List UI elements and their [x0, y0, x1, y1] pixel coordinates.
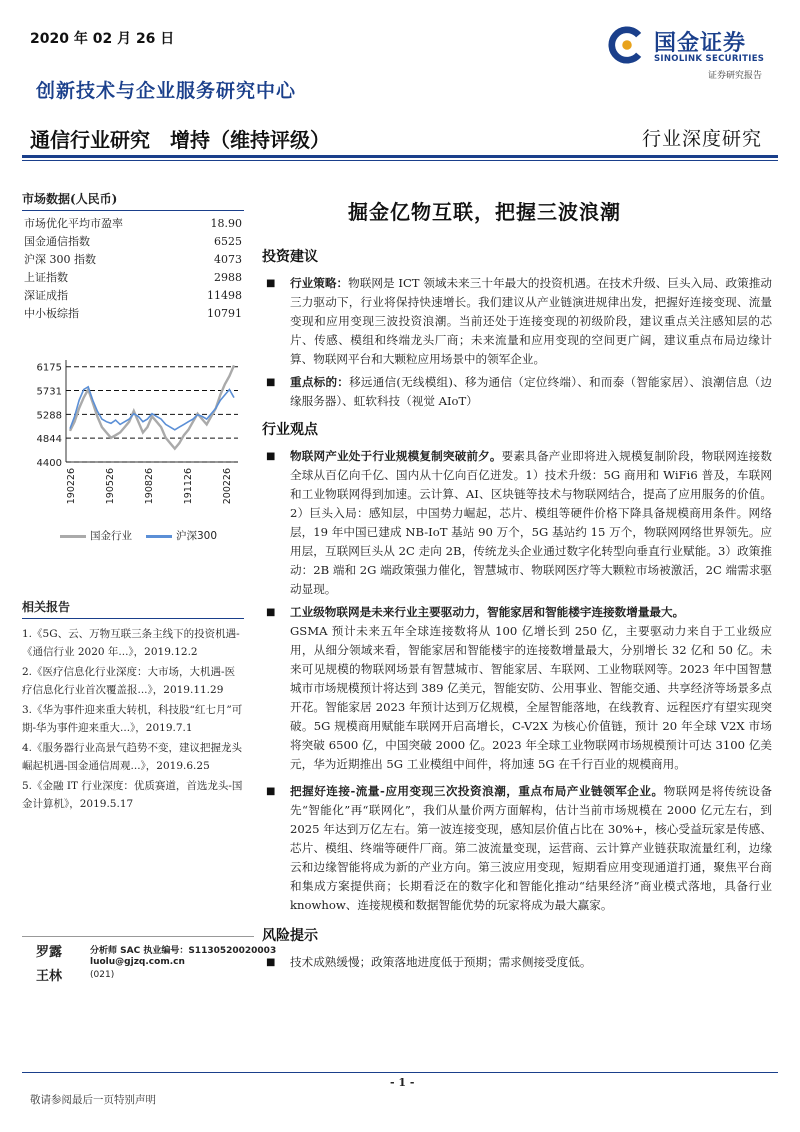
- index-trend-chart-svg: [22, 350, 244, 550]
- market-data-row: [22, 233, 244, 251]
- related-report-item[interactable]: 3.《华为事件迎来重大转机，科技股“红七月”可期-华为事件迎来重大...》，2019.7.1: [22, 704, 243, 734]
- risk-item-text: 技术成熟缓慢；政策落地进度低于预期；需求侧接受度低。: [290, 955, 592, 969]
- research-center-name: 创新技术与企业服务研究中心: [36, 80, 297, 102]
- bullet-square-icon: ■: [266, 607, 276, 618]
- bullet-square-icon: ■: [266, 786, 276, 797]
- view-item-bold: 工业级物联网是未来行业主要驱动力，智能家居和智能楼宇连接数增量最大。: [290, 605, 685, 619]
- related-report-item[interactable]: 1.《5G、云、万物互联三条主线下的投资机遇-《通信行业 2020 年...》，2019.12.2: [22, 628, 240, 658]
- report-type: 行业深度研究: [641, 128, 762, 150]
- view-item-text: 物联网是将传统设备先“智能化”再“联网化”，我们从量价两方面解构，估计当前市场规模在 2000 亿元左右，到 2025 年达到万亿左右。第一波连接变现，感知层价值占比在 30%+，核心受益玩家是传感、芯片、模组、终端等硬件厂商。第二波流量变现，运营商、云计算产业链获取流量红利，边缘云和边缘智能将成为新的产业方向。第三波应用变现，短期看应用变现通道打通，聚焦平台商和集成方案提供商；长期看泛在的数字化和智能化推动“结果经济”商业模式落地，具备行业 knowhow、连接规模和数据智能优势的玩家将成为最大赢家。: [290, 784, 772, 912]
- legend-swatch-hs300: [146, 535, 172, 538]
- legend-item-hs300: [146, 528, 217, 543]
- view-item-bold: 把握好连接-流量-应用变现三次投资浪潮，重点布局产业链领军企业。: [290, 784, 664, 798]
- report-date: 2020 年 02 月 26 日: [30, 31, 175, 47]
- market-data-label: 沪深 300 指数: [24, 253, 96, 266]
- market-data-row: [22, 251, 244, 269]
- risk-item: [262, 953, 772, 972]
- market-data-row: [22, 215, 244, 233]
- chart-series-line-industry: [70, 365, 234, 448]
- main-content: [262, 246, 772, 976]
- chart-x-tick-label: 200226: [222, 468, 233, 505]
- market-data-label: 深证成指: [24, 289, 68, 302]
- related-report-item[interactable]: 5.《金融 IT 行业深度：优质赛道，首选龙头-国金计算机》，2019.5.17: [22, 780, 243, 810]
- market-data-value: 11498: [207, 289, 242, 302]
- chart-y-tick-label: 5288: [36, 410, 62, 422]
- chart-x-tick-label: 190826: [144, 468, 155, 505]
- market-data-value: 2988: [214, 271, 242, 284]
- section-views-title: 行业观点: [262, 422, 318, 438]
- invest-list: [262, 274, 772, 411]
- related-reports: [22, 598, 244, 815]
- related-reports-title: 相关报告: [22, 598, 244, 619]
- footer-divider: [22, 1072, 778, 1073]
- legend-label-hs300: 沪深300: [176, 530, 218, 542]
- market-data-label: 市场优化平均市盈率: [24, 217, 123, 230]
- view-item-bold: 物联网产业处于行业规模复制突破前夕。: [290, 449, 502, 463]
- bullet-square-icon: ■: [266, 278, 276, 289]
- chart-legend: [60, 528, 217, 543]
- market-data-row: [22, 269, 244, 287]
- analyst-cert: 分析师 SAC 执业编号：S1130520020003: [90, 946, 277, 956]
- chart-y-tick-label: 6175: [36, 362, 62, 374]
- market-data-panel: [22, 190, 244, 323]
- invest-item-text: 物联网是 ICT 领域未来三十年最大的投资机遇。在技术升级、巨头入局、政策推动三力驱动下，行业将保持快速增长。我们建议从产业链演进规律出发，把握好连接变现、流量变现和应用变现三波投资浪潮。当前还处于连接变现的初级阶段，建议重点关注感知层的芯片、传感、模组和终端龙头厂商；未来流量和应用变现的空间更广阔，建议重点布局边缘计算、物联网平台和大颗粒应用场景中的领军企业。: [290, 276, 772, 366]
- view-paragraph: GSMA 预计未来五年全球连接数将从 100 亿增长到 250 亿，主要驱动力来自于工业级应用，从细分领域来看，智能家居和智能楼宇的连接数增量最大，分别增长 32 亿和 50 亿。未来可见规模的物联网场景有智慧城市、智能家居、车联网、工业物联网等。2023 年中国智慧城市市场规模预计将达到 389 亿美元，智能安防、公用事业、智能交通、共享经济等场景多点开花。智能家居 2023 年预计达到万亿规模，全屋智能落地，在线教育、远程医疗有望实现突破。5G 规模商用赋能车联网开启高增长，C-V2X 为核心价值链，预计 20 年全球 V2X 市场将突破 6500 亿，中国突破 2000 亿。2023 年全球工业物联网市场规模预计可达 3100 亿美元，华为近期推出 5G 工业模组中间件，将加速 5G 在千行百业的规模商用。: [290, 624, 772, 771]
- footer-disclaimer: 敬请参阅最后一页特别声明: [30, 1094, 156, 1106]
- invest-item-bold: 重点标的：: [290, 375, 350, 389]
- logo-subtitle: 证券研究报告: [707, 71, 762, 81]
- legend-label-industry: 国金行业: [90, 530, 132, 542]
- view-item: [262, 782, 772, 915]
- invest-item-text: 移远通信(无线模组)、移为通信（定位终端）、和而泰（智能家居）、浪潮信息（边缘服务器）、虹软科技（视觉 AIoT）: [290, 375, 772, 408]
- legend-item-industry: [60, 528, 132, 543]
- chart-y-tick-label: 5731: [36, 386, 62, 398]
- view-item: [262, 603, 772, 622]
- market-data-label: 国金通信指数: [24, 235, 90, 248]
- market-data-value: 10791: [207, 307, 242, 320]
- market-data-value: 6525: [214, 235, 242, 248]
- invest-item: [262, 373, 772, 411]
- page-number: - 1 -: [390, 1076, 415, 1089]
- company-logo: [608, 24, 778, 74]
- market-data-label: 上证指数: [24, 271, 68, 284]
- chart-y-tick-label: 4844: [36, 434, 62, 446]
- logo-en-text: SINOLINK SECURITIES: [654, 54, 765, 64]
- market-data-row: [22, 305, 244, 323]
- section-invest-title: 投资建议: [262, 249, 318, 265]
- analyst-name: 罗露: [36, 945, 63, 960]
- view-item: [262, 447, 772, 599]
- related-report-item[interactable]: 2.《医疗信息化行业深度：大市场，大机遇-医疗信息化行业首次覆盖报...》，2019.11.29: [22, 666, 236, 696]
- chart-x-tick-label: 190526: [105, 468, 116, 505]
- analyst-phone-2: (021): [90, 970, 115, 980]
- market-data-title: 市场数据(人民币): [22, 190, 244, 211]
- analyst-name-2: 王林: [36, 969, 63, 984]
- section-risk-title: 风险提示: [262, 928, 318, 944]
- market-data-table: [22, 215, 244, 323]
- analyst-email[interactable]: luolu@gjzq.com.cn: [90, 957, 185, 967]
- market-data-value: 18.90: [210, 217, 242, 230]
- legend-swatch-industry: [60, 535, 86, 538]
- invest-item: [262, 274, 772, 369]
- chart-x-tick-label: 190226: [66, 468, 77, 505]
- chart-y-tick-label: 4400: [36, 458, 62, 469]
- header-divider-thin: [22, 160, 778, 161]
- index-trend-chart: [22, 350, 244, 550]
- sinolink-logo-icon: [608, 26, 646, 64]
- market-data-label: 中小板综指: [24, 307, 79, 320]
- chart-x-tick-label: 191126: [183, 468, 194, 505]
- bullet-square-icon: ■: [266, 451, 276, 462]
- logo-cn-text: 国金证券: [654, 31, 747, 56]
- related-reports-list: [22, 625, 244, 813]
- header-divider-thick: [22, 155, 778, 158]
- bullet-square-icon: ■: [266, 377, 276, 388]
- report-title: 掘金亿物互联，把握三波浪潮: [348, 200, 621, 224]
- industry-rating-title: 通信行业研究 增持（维持评级）: [30, 128, 330, 152]
- related-report-item[interactable]: 4.《服务器行业高景气趋势不变，建议把握龙头崛起机遇-国金通信周观...》，2019.6.25: [22, 742, 243, 772]
- bullet-square-icon: ■: [266, 957, 276, 968]
- invest-item-bold: 行业策略：: [290, 276, 349, 290]
- market-data-row: [22, 287, 244, 305]
- view-item-text: 要素具备产业即将进入规模复制阶段，物联网连接数全球从百亿向千亿、国内从十亿向百亿迸发。1）技术升级：5G 商用和 WiFi6 普及，车联网和工业物联网得到加速。云计算、AI、区块链等技术与物联网结合，提高了应用服务的价值。2）巨头入局：感知层，中国势力崛起，芯片、模组等硬件价格下降具备规模商用条件。网络层，19 年中国已建成 NB-IoT 基站 90 万个，5G 基站约 15 万个，物联网网络世界领先。应用层，互联网巨头从 2C 走向 2B，传统龙头企业通过数字化转型向垂直行业赋能。3）政策推动：2B 端和 2G 端政策强力催化，智慧城市、物联网医疗等大颗粒市场被激活，2C 端需求驱动显现。: [290, 449, 772, 596]
- analyst-block: [22, 936, 277, 984]
- market-data-value: 4073: [214, 253, 242, 266]
